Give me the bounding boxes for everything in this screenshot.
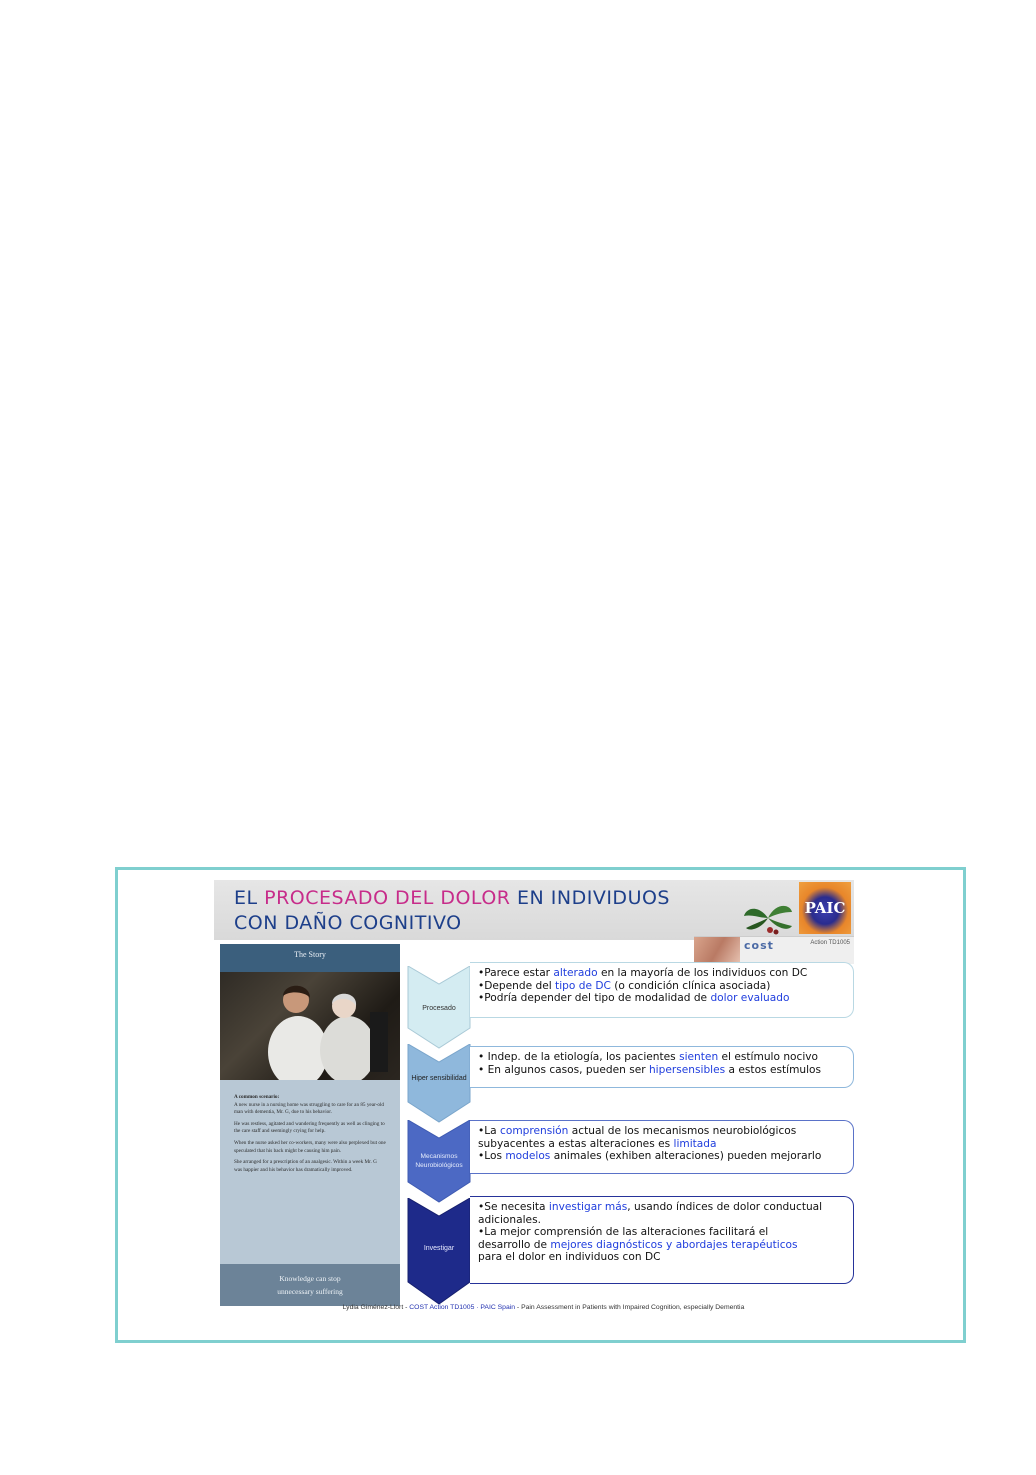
text-run: a estos estímulos: [725, 1063, 822, 1076]
stage-line: [478, 967, 849, 980]
nurse-photo-illustration: [220, 972, 400, 1080]
stage-box-mecanismos: [470, 1120, 854, 1174]
action-label: Action TD1005: [810, 940, 850, 946]
text-run: animales (exhiben alteraciones) pueden mejorarlo: [550, 1150, 822, 1163]
highlight-run: dolor evaluado: [710, 992, 790, 1005]
story-paragraph: She arranged for a prescription of an analgesic. Within a week Mr. G was happier and his behavior has dramatically improved.: [234, 1159, 377, 1173]
text-run: •Parece estar: [478, 967, 554, 979]
highlight-run: comprensión: [500, 1125, 569, 1137]
story-heading: A common scenario:: [234, 1094, 280, 1100]
story-paragraph: A new nurse in a nursing home was struggling to care for an 85 year-old man with dementia, Mr. G, due to his behavior.: [234, 1101, 385, 1116]
story-paragraph: When the nurse asked her co-workers, many were also perplexed but one speculated that his back might be causing him pain.: [234, 1139, 386, 1154]
stage-box-investigar: [470, 1196, 854, 1284]
stage-label: Investigar: [423, 1245, 455, 1252]
stage-line: [478, 1138, 849, 1151]
text-run: actual de los mecanismos neurobiológicos: [568, 1125, 797, 1137]
text-run: • Indep. de la etiología, los pacientes: [478, 1051, 680, 1063]
stage-line: [478, 1214, 849, 1227]
stage-line: [478, 992, 849, 1005]
cost-strip: [694, 936, 854, 964]
stage-box-hipersensibilidad: [470, 1046, 854, 1088]
stage-line: [478, 1064, 849, 1077]
stage-label: Hiper sensibilidad: [411, 1075, 467, 1082]
highlight-run: mejores diagnósticos y abordajes terapéuticos: [550, 1238, 798, 1251]
highlight-run: modelos: [505, 1150, 551, 1163]
stage-label: Mecanismos Neurobiológicos: [415, 1153, 463, 1169]
paic-logo: PAIC: [799, 882, 851, 934]
stage-line: [478, 980, 849, 993]
highlight-run: investigar más: [548, 1201, 628, 1213]
title-part3: EN INDIVIDUOS: [510, 887, 670, 909]
highlight-run: alterado: [553, 967, 598, 979]
story-footer-line2: unnecessary suffering: [277, 1287, 343, 1296]
slide-header: [214, 880, 854, 952]
story-footer-line1: Knowledge can stop: [279, 1274, 341, 1283]
stage-line: [478, 1251, 849, 1264]
story-title: The Story: [294, 950, 326, 959]
footer-action: COST Action TD1005 · PAIC Spain: [409, 1304, 516, 1311]
text-run: subyacentes a estas alteraciones es: [478, 1137, 674, 1150]
highlight-run: hipersensibles: [648, 1063, 726, 1076]
stage-box-procesado: [470, 962, 854, 1018]
story-paragraph: He was restless, agitated and wandering frequently as well as clinging to the care staff and seemingly crying for help.: [234, 1120, 385, 1135]
stage-line: [478, 1239, 849, 1252]
text-run: •Los: [478, 1150, 506, 1163]
chevron-procesado: [407, 966, 471, 1050]
text-run: desarrollo de: [478, 1238, 551, 1251]
text-run: , usando índices de dolor conductual: [627, 1201, 823, 1213]
story-bottom: [220, 1264, 400, 1306]
text-run: •Podría depender del tipo de modalidad de: [478, 992, 711, 1005]
slide-footer: [118, 1304, 969, 1311]
text-run: el estímulo nocivo: [718, 1051, 819, 1063]
hands-image: [694, 937, 740, 965]
highlight-run: limitada: [673, 1137, 717, 1150]
footer-rest: - Pain Assessment in Patients with Impaired Cognition, especially Dementia: [515, 1304, 745, 1311]
highlight-run: sienten: [679, 1051, 719, 1063]
text-run: adicionales.: [478, 1213, 541, 1226]
text-run: •Depende del: [478, 979, 556, 992]
title-line2: CON DAÑO COGNITIVO: [234, 912, 462, 934]
title-part1: EL: [234, 887, 265, 909]
highlight-run: tipo de DC: [555, 979, 611, 992]
stage-line: [478, 1125, 849, 1138]
stage-line: [478, 1150, 849, 1163]
text-run: • En algunos casos, pueden ser: [478, 1063, 649, 1076]
text-run: •Se necesita: [478, 1201, 549, 1213]
cost-logo: cost: [744, 939, 774, 952]
story-panel: [220, 944, 400, 1306]
text-run: •La mejor comprensión de las alteraciones facilitará el: [478, 1226, 769, 1239]
text-run: en la mayoría de los individuos con DC: [597, 967, 808, 979]
stage-line: [478, 1226, 849, 1239]
stage-line: [478, 1051, 849, 1064]
chevron-hipersensibilidad: [407, 1044, 471, 1124]
story-footer: [220, 1272, 400, 1298]
leaves-icon: [740, 898, 796, 938]
text-run: (o condición clínica asociada): [610, 979, 771, 992]
stage-label: Procesado: [422, 1005, 456, 1012]
slide: [214, 880, 854, 1310]
nurse-photo: [220, 972, 400, 1080]
slide-title: [234, 886, 704, 936]
footer-author: Lydia Giménez-Llort -: [342, 1304, 410, 1311]
text-run: para el dolor en individuos con DC: [478, 1251, 661, 1264]
story-top: [220, 944, 400, 972]
chevron-investigar: [407, 1198, 471, 1306]
chevron-mecanismos: [407, 1120, 471, 1204]
slide-frame: [115, 867, 966, 1343]
stage-line: [478, 1201, 849, 1214]
title-highlight: PROCESADO DEL DOLOR: [264, 887, 511, 909]
text-run: •La: [478, 1125, 501, 1137]
story-text: [234, 1094, 386, 1178]
